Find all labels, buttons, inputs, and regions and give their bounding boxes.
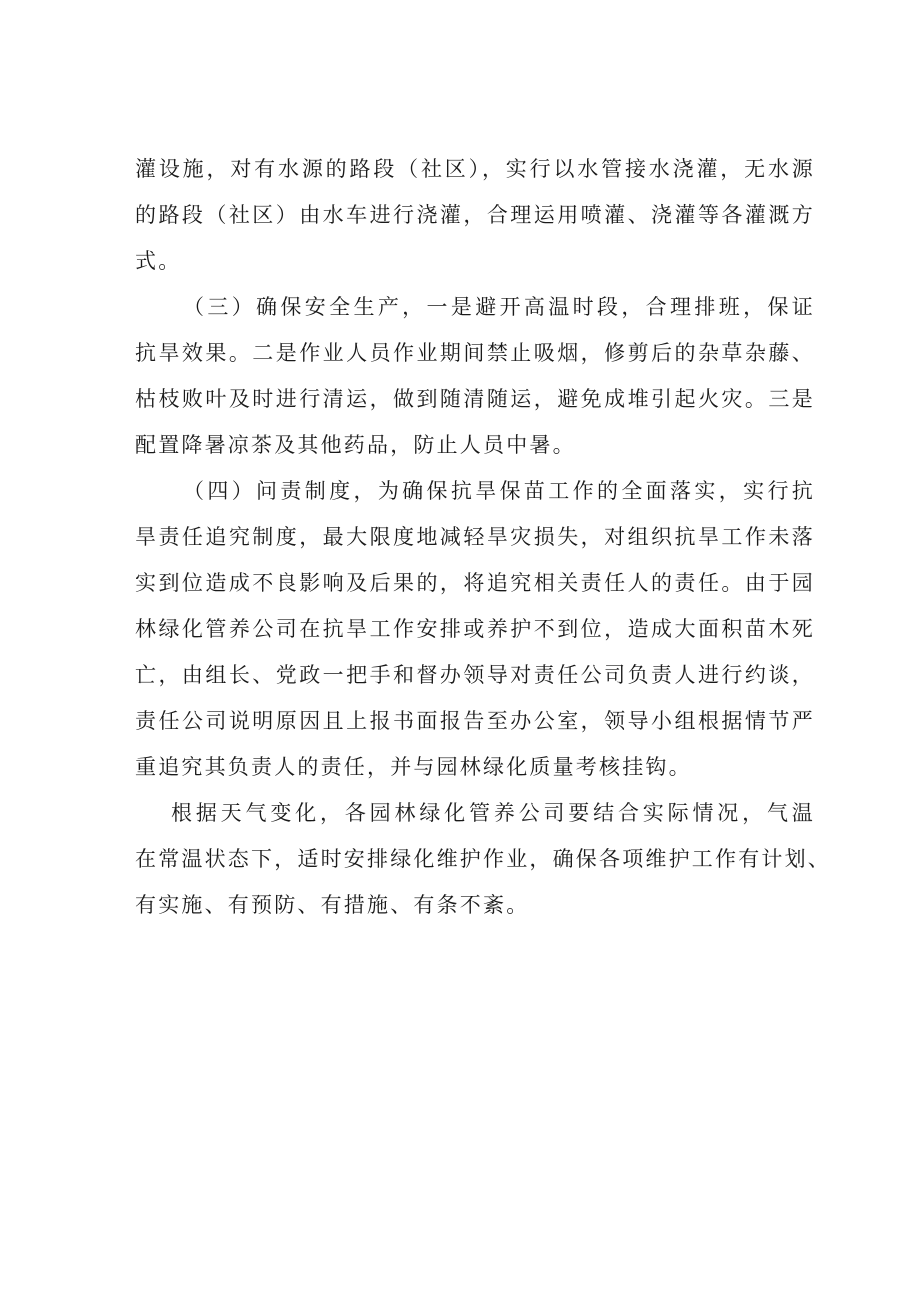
text-line: 根据天气变化，各园林绿化管养公司要结合实际情况，气温 <box>171 801 815 825</box>
paragraph-irrigation <box>135 146 815 284</box>
paragraph-weather <box>135 790 831 928</box>
text-line: 配置降暑凉茶及其他药品，防止人员中暑。 <box>135 433 576 457</box>
text-line: 在常温状态下，适时安排绿化维护作业，确保各项维护工作有计划、 <box>135 847 831 871</box>
text-line: （三）确保安全生产，一是避开高温时段，合理排班，保证 <box>183 295 815 319</box>
text-line: 重追究其负责人的责任，并与园林绿化质量考核挂钩。 <box>135 755 692 779</box>
text-line: 责任公司说明原因且上报书面报告至办公室，领导小组根据情节严 <box>135 709 815 733</box>
text-line: 的路段（社区）由水车进行浇灌，合理运用喷灌、浇灌等各灌溉方 <box>135 203 815 227</box>
text-line: 旱责任追究制度，最大限度地减轻旱灾损失，对组织抗旱工作未落 <box>135 525 815 549</box>
text-line: 亡，由组长、党政一把手和督办领导对责任公司负责人进行约谈， <box>135 663 815 687</box>
paragraph-accountability <box>135 468 815 790</box>
text-line: 枯枝败叶及时进行清运，做到随清随运，避免成堆引起火灾。三是 <box>135 387 815 411</box>
text-line: 抗旱效果。二是作业人员作业期间禁止吸烟，修剪后的杂草杂藤、 <box>135 341 815 365</box>
text-line: 实到位造成不良影响及后果的，将追究相关责任人的责任。由于园 <box>135 571 815 595</box>
text-line: 林绿化管养公司在抗旱工作安排或养护不到位，造成大面积苗木死 <box>135 617 815 641</box>
text-line: 灌设施，对有水源的路段（社区），实行以水管接水浇灌，无水源 <box>135 157 815 181</box>
paragraph-safety <box>135 284 815 468</box>
document-body <box>135 146 831 928</box>
text-line: （四）问责制度，为确保抗旱保苗工作的全面落实，实行抗 <box>183 479 815 503</box>
text-line: 有实施、有预防、有措施、有条不紊。 <box>135 893 530 917</box>
text-line: 式。 <box>135 249 182 273</box>
